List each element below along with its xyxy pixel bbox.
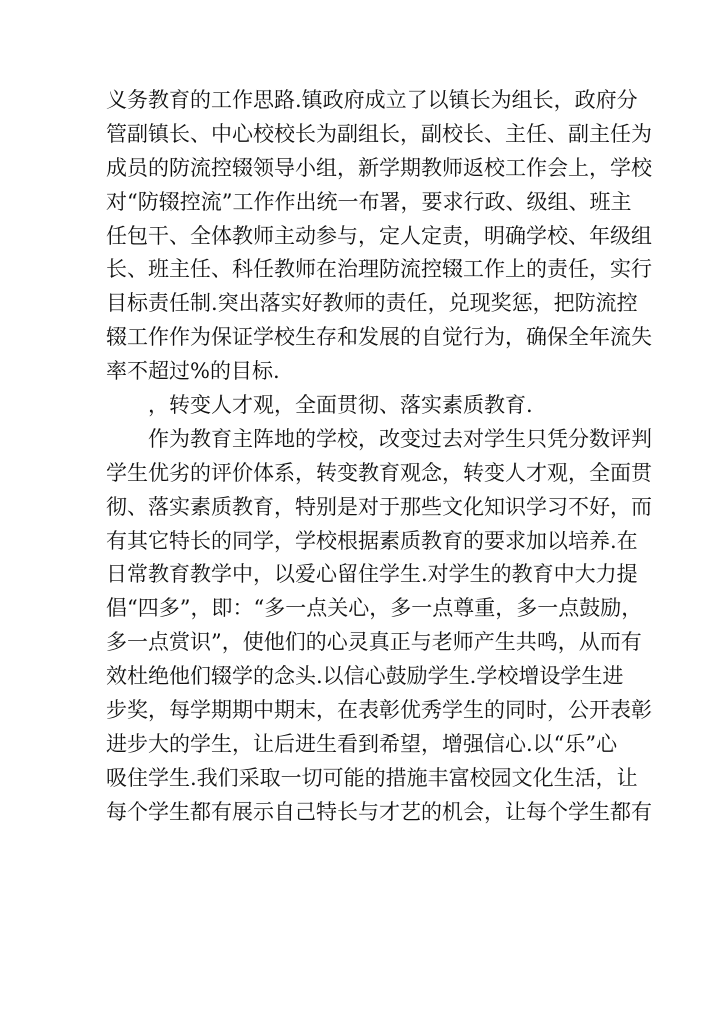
paragraph-first-line: 作为教育主阵地的学校，改变过去对学生只凭分数评判 [148,426,652,451]
text-line: 吸住学生.我们采取一切可能的措施丰富校园文化生活，让 [106,765,638,790]
text-line: 有其它特长的同学，学校根据素质教育的要求加以培养.在 [106,528,638,553]
paragraph-end-line: 率不超过%的目标. [106,359,280,384]
text-line: 多一点赏识”，使他们的心灵真正与老师产生共鸣，从而有 [106,630,642,655]
text-line: 学生优劣的评价体系，转变教育观念，转变人才观，全面贯 [106,460,652,485]
text-line: 长、班主任、科任教师在治理防流控辍工作上的责任，实行 [106,257,652,282]
text-line: 对“防辍控流”工作作出统一布署，要求行政、级组、班主 [106,189,632,214]
section-heading: ，转变人才观，全面贯彻、落实素质教育. [148,393,533,418]
text-line: 目标责任制.突出落实好教师的责任，兑现奖惩，把防流控 [106,291,638,316]
text-line: 日常教育教学中，以爱心留住学生.对学生的教育中大力提 [106,562,638,587]
text-line: 管副镇长、中心校校长为副组长，副校长、主任、副主任为 [106,121,652,146]
text-line: 辍工作作为保证学校生存和发展的自觉行为，确保全年流失 [106,325,652,350]
text-line: 进步大的学生，让后进生看到希望，增强信心.以“乐”心 [106,731,618,756]
body-text [106,84,652,830]
text-line: 每个学生都有展示自己特长与才艺的机会，让每个学生都有 [106,799,652,824]
text-line: 彻、落实素质教育，特别是对于那些文化知识学习不好，而 [106,494,652,519]
text-line: 义务教育的工作思路.镇政府成立了以镇长为组长，政府分 [106,88,638,112]
text-line: 任包干、全体教师主动参与，定人定责，明确学校、年级组 [106,223,652,248]
text-line: 步奖，每学期期中期末，在表彰优秀学生的同时，公开表彰 [106,698,652,723]
text-line: 倡“四多”，即：“多一点关心，多一点尊重，多一点鼓励， [106,596,643,621]
text-line: 成员的防流控辍领导小组，新学期教师返校工作会上，学校 [106,155,652,180]
text-line: 效杜绝他们辍学的念头.以信心鼓励学生.学校增设学生进 [106,664,624,689]
